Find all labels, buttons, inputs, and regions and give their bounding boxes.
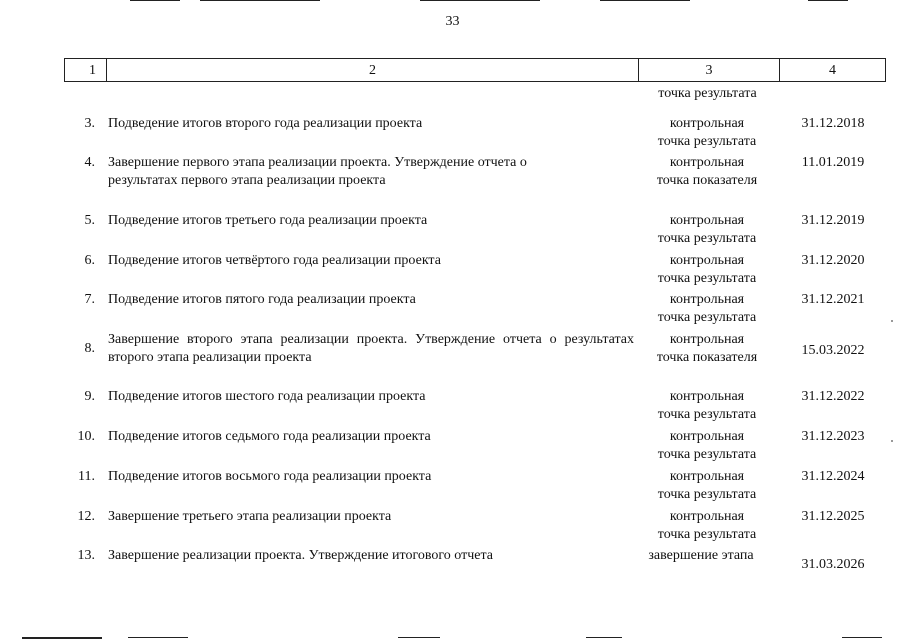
row-description: Завершение второго этапа реализации проекта. Утверждение отчета о результатах второго этапа реализации проекта [108, 332, 634, 365]
scan-edge-bottom-5 [842, 637, 882, 638]
row-type: контрольная точка результата [657, 253, 757, 286]
row-type: контрольная точка результата [657, 429, 757, 462]
row-type: контрольная точка показателя [656, 155, 758, 188]
scan-speck [891, 440, 893, 442]
row-date: 15.03.2022 [801, 343, 865, 358]
scan-edge-top-5 [808, 0, 848, 1]
row-number: 13. [77, 548, 95, 563]
scan-edge-bottom-2 [128, 637, 188, 638]
row-type: контрольная точка результата [657, 292, 757, 325]
row-number: 6. [84, 253, 95, 268]
row-description: Подведение итогов четвёртого года реализации проекта [108, 253, 441, 268]
table-header-row [64, 58, 886, 82]
row-date: 31.12.2023 [801, 429, 865, 444]
scan-edge-bottom-4 [586, 637, 622, 638]
header-col-1: 1 [65, 59, 107, 81]
row-type: контрольная точка результата [657, 509, 757, 542]
scan-speck [891, 320, 893, 322]
carry-over-text: точка результата [658, 86, 757, 101]
row-description: Подведение итогов пятого года реализации проекта [108, 292, 416, 307]
row-type: контрольная точка результата [657, 213, 757, 246]
row-number: 12. [77, 509, 95, 524]
row-type: контрольная точка результата [657, 389, 757, 422]
row-number: 9. [84, 389, 95, 404]
scan-edge-top-4 [600, 0, 690, 1]
row-description: Завершение третьего этапа реализации проекта [108, 509, 392, 524]
row-date: 31.12.2020 [801, 253, 865, 268]
row-description: Подведение итогов восьмого года реализации проекта [108, 469, 432, 484]
row-description: Подведение итогов шестого года реализации проекта [108, 389, 426, 404]
row-date: 31.03.2026 [801, 557, 865, 572]
row-type: контрольная точка показателя [656, 332, 758, 365]
scan-edge-top-2 [200, 0, 320, 1]
row-date: 31.12.2019 [801, 213, 865, 228]
row-date: 31.12.2018 [801, 116, 865, 131]
row-type: завершение этапа [648, 548, 754, 563]
row-number: 7. [84, 292, 95, 307]
row-number: 5. [84, 213, 95, 228]
row-number: 3. [84, 116, 95, 131]
row-description: Подведение итогов второго года реализации проекта [108, 116, 423, 131]
row-date: 31.12.2025 [801, 509, 865, 524]
header-col-3: 3 [639, 59, 780, 81]
row-description: Завершение реализации проекта. Утверждение итогового отчета [108, 548, 493, 563]
header-col-2: 2 [107, 59, 639, 81]
scan-edge-bottom-1 [22, 637, 102, 639]
row-description: Завершение первого этапа реализации проекта. Утверждение отчета о результатах первого этапа реализации проекта [108, 155, 527, 188]
row-description: Подведение итогов третьего года реализации проекта [108, 213, 428, 228]
row-number: 11. [78, 469, 95, 484]
row-date: 11.01.2019 [801, 155, 865, 170]
row-type: контрольная точка результата [657, 469, 757, 502]
scan-edge-top-1 [130, 0, 180, 1]
row-number: 10. [77, 429, 95, 444]
row-date: 31.12.2024 [801, 469, 865, 484]
row-number: 4. [84, 155, 95, 170]
scan-edge-top-3 [420, 0, 540, 1]
row-number: 8. [84, 341, 95, 356]
row-date: 31.12.2021 [801, 292, 865, 307]
scan-edge-bottom-3 [398, 637, 440, 638]
page-number: 33 [445, 14, 460, 29]
row-type: контрольная точка результата [657, 116, 757, 149]
header-col-4: 4 [829, 62, 836, 78]
row-description: Подведение итогов седьмого года реализации проекта [108, 429, 431, 444]
row-date: 31.12.2022 [801, 389, 865, 404]
